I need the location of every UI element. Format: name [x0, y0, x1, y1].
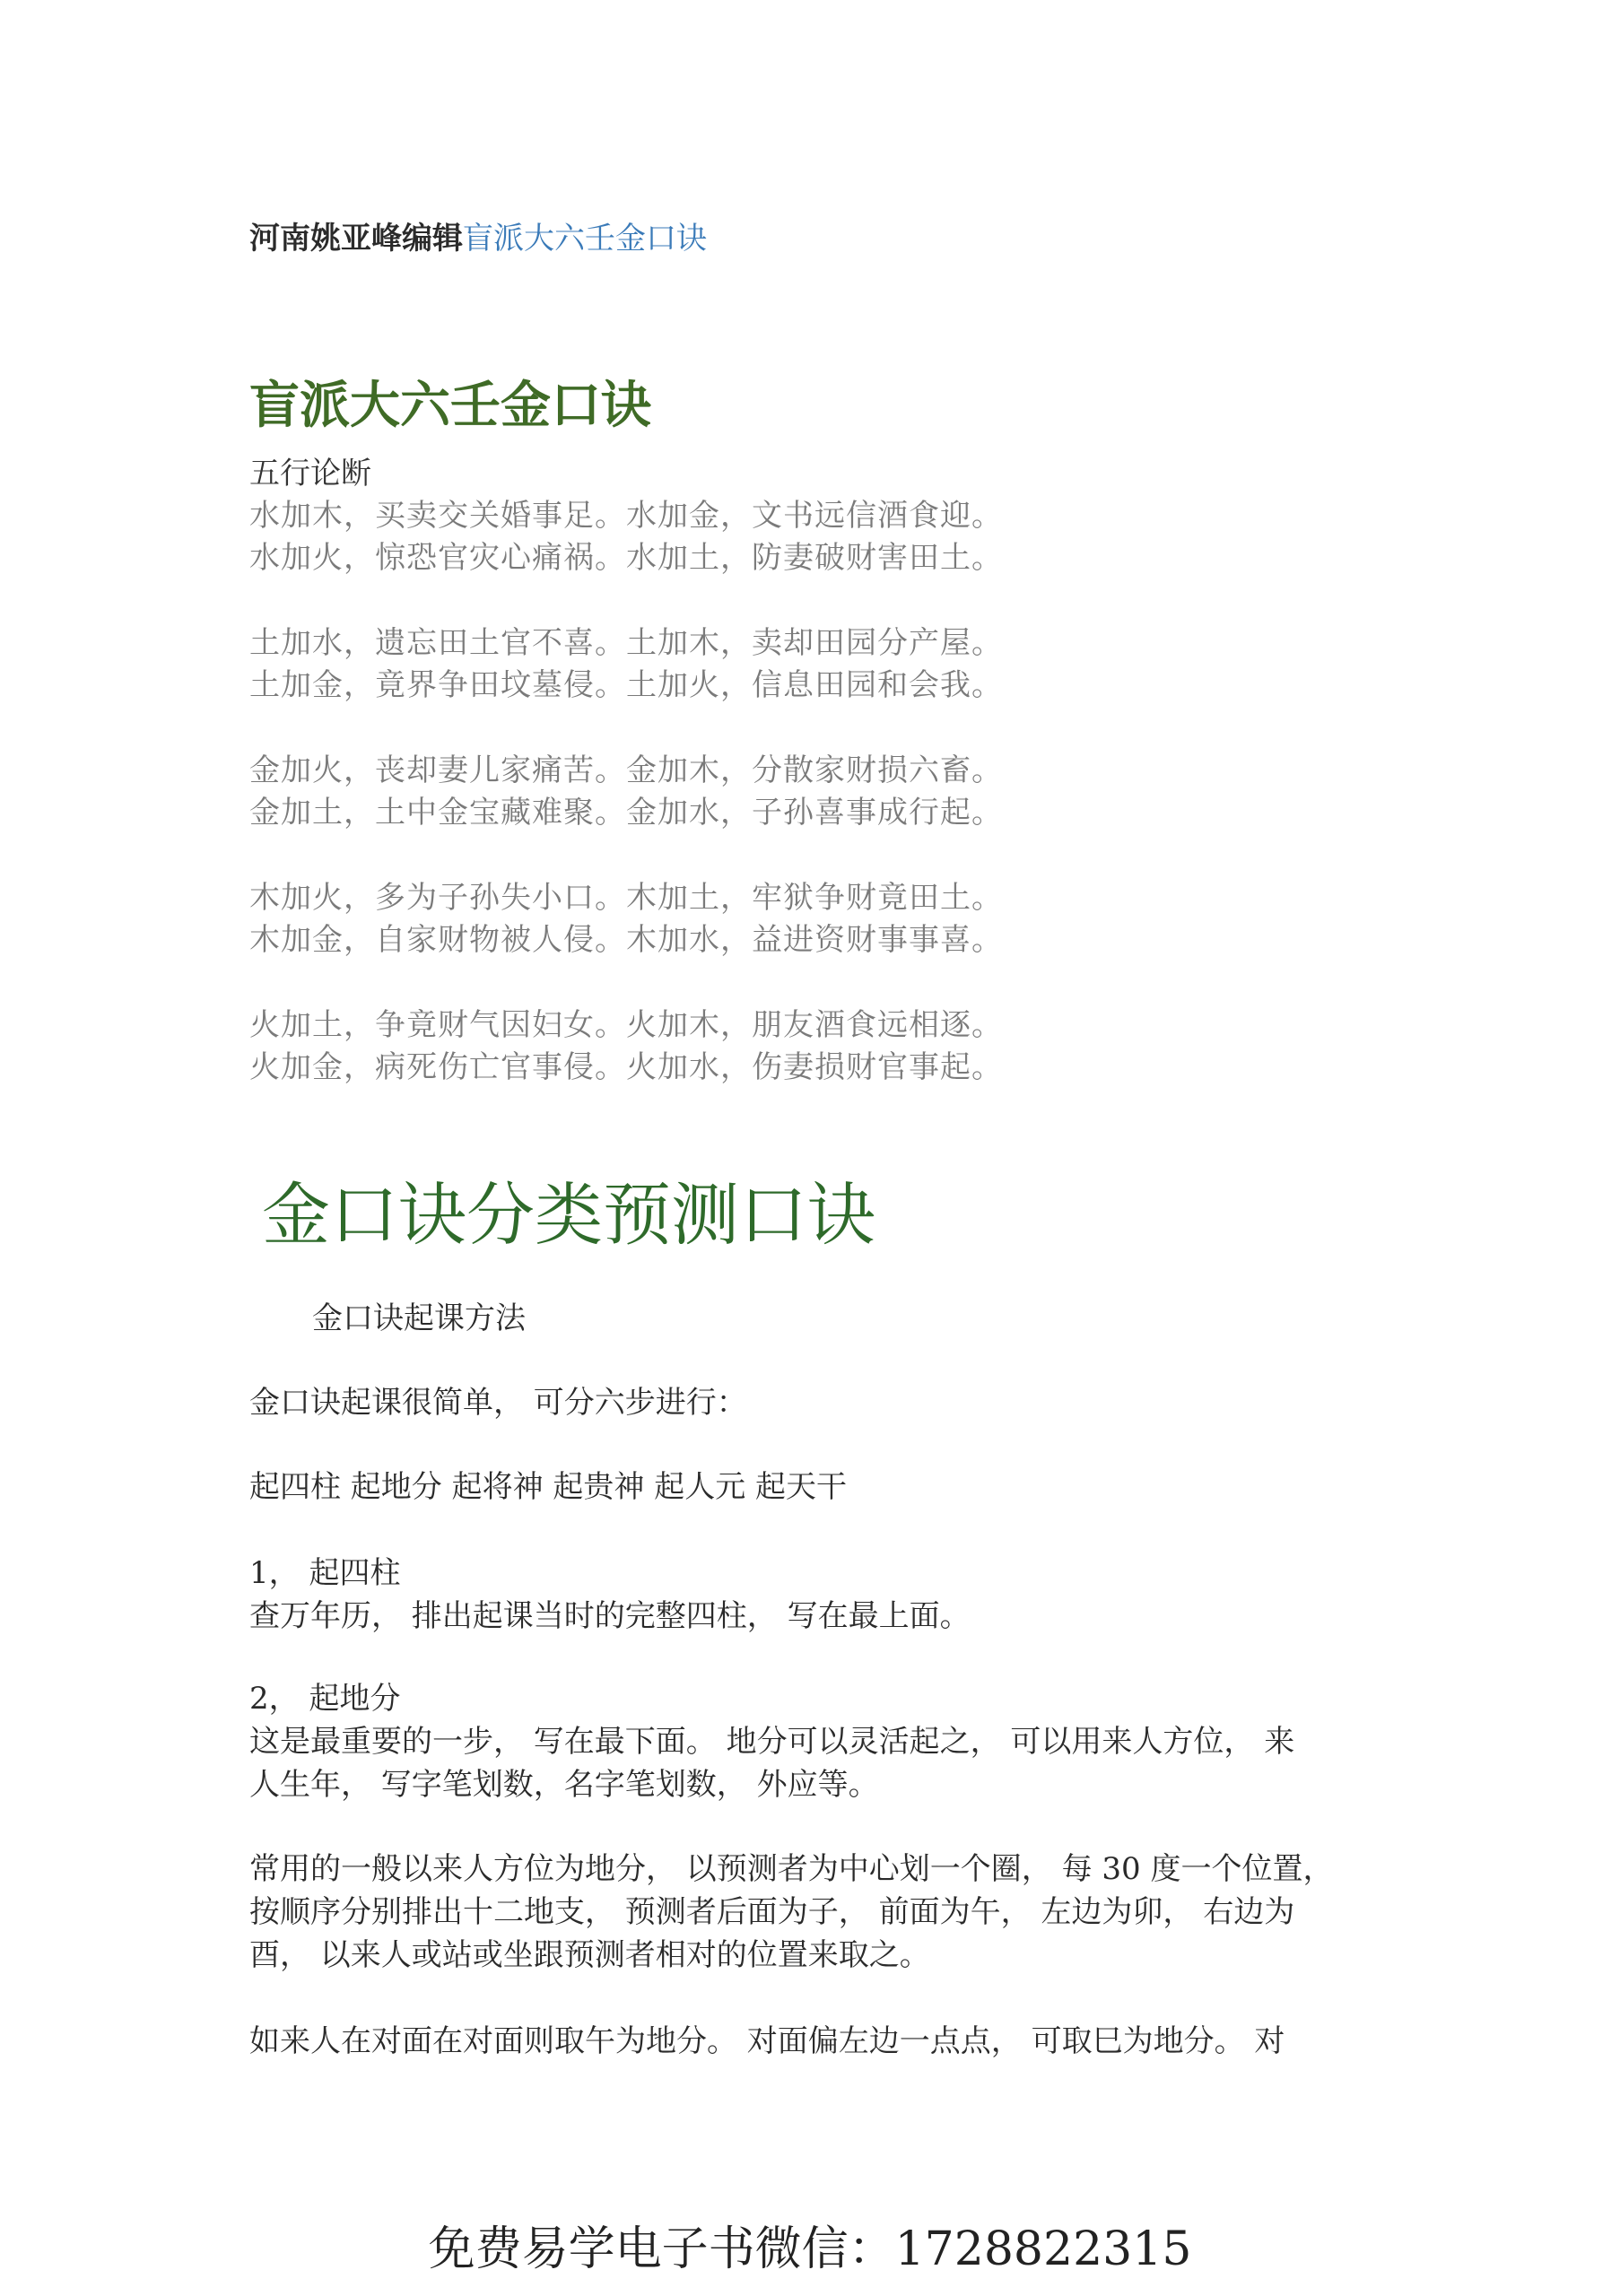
five-elements-label: 五行论断: [249, 456, 371, 491]
verse-line: 木加金，自家财物被人侵。木加水，益进资财事事喜。: [249, 922, 1003, 958]
verse-line: 金加火，丧却妻儿家痛苦。金加木，分散家财损六畜。: [249, 752, 1003, 788]
verse-group-metal: [249, 750, 1003, 834]
steps-line: 起四柱 起地分 起将神 起贵神 起人元 起天干: [249, 1469, 848, 1505]
paragraph-line: 按顺序分别排出十二地支， 预测者后面为子， 前面为午， 左边为卯， 右边为: [249, 1894, 1295, 1930]
intro-line: 金口诀起课很简单， 可分六步进行：: [249, 1385, 747, 1421]
verse-line: 水加木，买卖交关婚事足。水加金，文书远信酒食迎。: [249, 498, 1003, 534]
verse-line: 木加火，多为子孙失小口。木加土，牢狱争财竟田土。: [249, 880, 1003, 916]
method-steps: [249, 1465, 847, 1509]
step-1-title: 1， 起四柱: [249, 1555, 401, 1591]
verse-group-fire: [249, 1004, 1003, 1089]
five-elements-verses: [249, 495, 1003, 1132]
step-2-title: 2， 起地分: [249, 1681, 401, 1717]
title-link[interactable]: 盲派大六壬金口诀: [463, 221, 707, 257]
document-title: 盲派大六壬金口诀: [249, 377, 651, 435]
verse-line: 土加水，遗忘田土官不喜。土加木，卖却田园分产屋。: [249, 625, 1003, 661]
verse-group-wood: [249, 877, 1003, 961]
section-heading: 金口诀分类预测口诀: [262, 1175, 875, 1255]
footer-contact: 免费易学电子书微信：1728822315: [428, 2222, 1192, 2276]
verse-line: 火加金，病死伤亡官事侵。火加水，伤妻损财官事起。: [249, 1049, 1003, 1085]
method-subheading: 金口诀起课方法: [312, 1300, 526, 1336]
verse-line: 土加金，竟界争田坟墓侵。土加火，信息田园和会我。: [249, 667, 1003, 703]
step-2: [249, 1677, 1294, 1806]
verse-line: 水加火，惊恐官灾心痛祸。水加土，防妻破财害田土。: [249, 540, 1003, 576]
verse-line: 金加土，土中金宝藏难聚。金加水，子孙喜事成行起。: [249, 795, 1003, 831]
verse-group-earth: [249, 622, 1003, 707]
verse-line: 火加土，争竟财气因妇女。火加木，朋友酒食远相逐。: [249, 1007, 1003, 1043]
step-2-text-line: 这是最重要的一步， 写在最下面。 地分可以灵活起之， 可以用来人方位， 来: [249, 1724, 1295, 1760]
paragraph-line: 酉， 以来人或站或坐跟预测者相对的位置来取之。: [249, 1937, 930, 1973]
paragraph-line: 如来人在对面在对面则取午为地分。 对面偏左边一点点， 可取巳为地分。 对: [249, 2023, 1285, 2059]
step-1-text: 查万年历， 排出起课当时的完整四柱， 写在最上面。: [249, 1598, 971, 1634]
paragraph-example: [249, 2020, 1285, 2063]
step-2-text-line: 人生年， 写字笔划数，名字笔划数， 外应等。: [249, 1767, 879, 1803]
document-header: [249, 221, 707, 257]
verse-group-water: [249, 495, 1003, 579]
step-1: [249, 1552, 971, 1638]
paragraph-line: 常用的一般以来人方位为地分， 以预测者为中心划一个圈， 每 30 度一个位置，: [249, 1851, 1334, 1887]
editor-credit: 河南姚亚峰编辑: [249, 221, 463, 257]
method-intro: [249, 1381, 747, 1424]
paragraph-common: [249, 1848, 1334, 1977]
